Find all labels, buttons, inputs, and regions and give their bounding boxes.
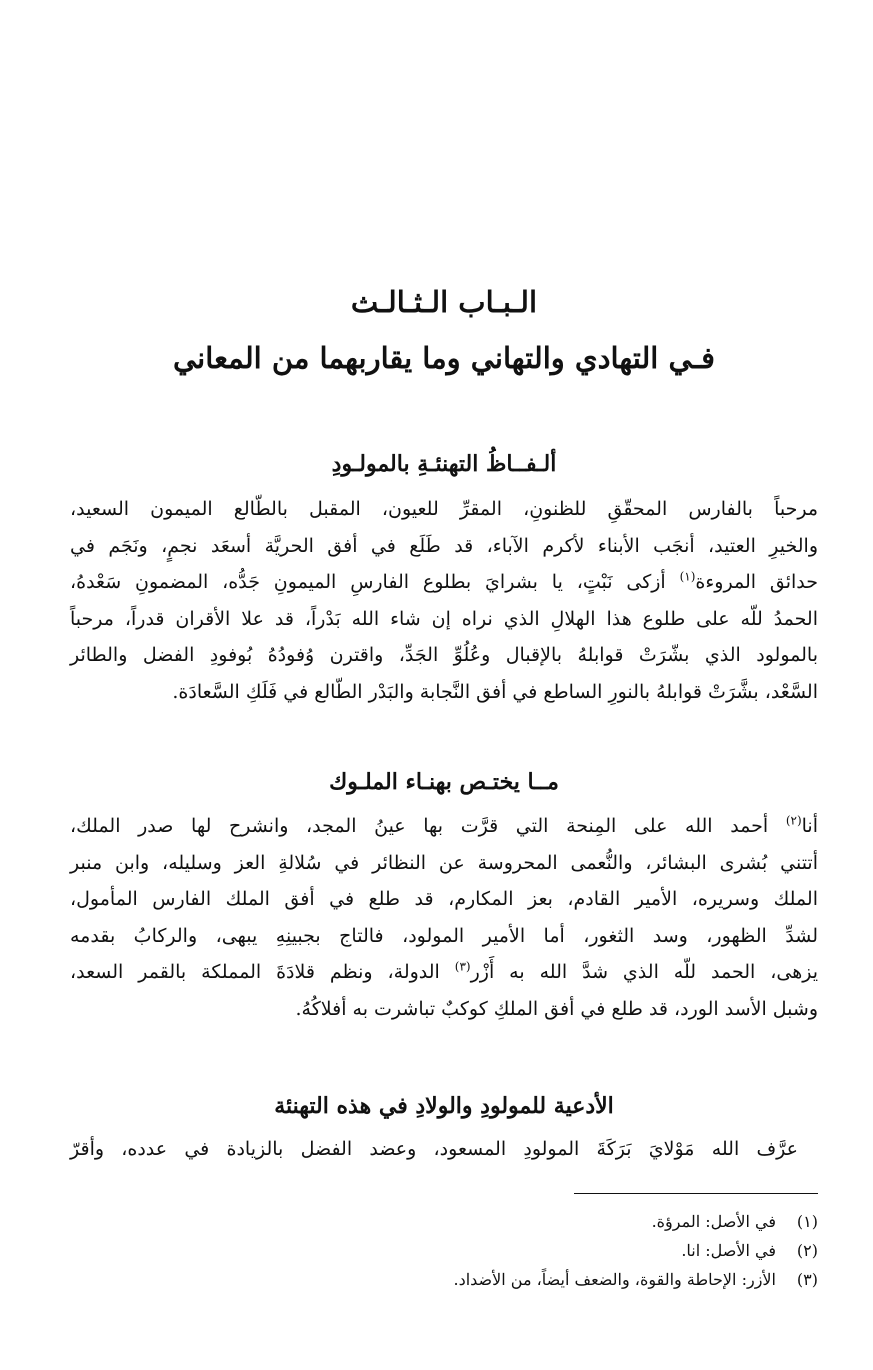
paragraph-line: لشدِّ الظهور، وسد الثغور، أما الأمير المولود، فالتاج بجبينِهِ يبهى، والركابُ بقدمه [70,924,818,947]
footnote-text: الأزر: الإحاطة والقوة، والضعف أيضاً، من الأضداد. [453,1270,776,1289]
paragraph-line [70,564,818,601]
paragraph-line: السَّعْد، بشَّرَتْ قوابلهُ بالنورِ الساطع في أفق النَّجابة والبَدْر الطّالع في فَلَكِ السَّعادَة. [172,680,818,703]
section-heading-royal-congratulations: مــا يختـص بهنـاء الملـوك [329,769,559,795]
footnote-item [70,1265,818,1294]
footnote-item [70,1236,818,1265]
section-paragraph-prayers [70,1131,818,1168]
footnote-number: (٢) [796,1241,818,1260]
paragraph-line-segment: أزكى نَبْتٍ، يا بشرايَ بطلوع الفارسِ الميمونِ جَدُّه، المضمونِ سَعْدهُ، [70,571,680,593]
paragraph-line [70,808,818,845]
footnote-marker: (٣) [454,959,471,974]
section-heading-newborn-congratulations: ألـفــاظُ التهنئـةِ بالمولـودِ [331,451,557,477]
footnote-number: (٣) [796,1270,818,1289]
footnote-divider [574,1193,818,1194]
paragraph-line-segment: الدولة، ونظم قلادَةَ المملكة بالقمر السعد، [70,961,455,983]
section-paragraph-royal-congratulations [70,808,818,1027]
footnote-marker: (١) [679,569,696,584]
chapter-title: الـبـاب الـثـالـث [350,285,538,319]
paragraph-line: مرحباً بالفارس المحقّقِ للظنونِ، المقرِّ للعيون، المقبل بالطّالع الميمون السعيد، [70,498,818,520]
paragraph-line-segment: يزهى، الحمد للّه الذي شدَّ الله به أَزْر [470,961,818,983]
footnote-item [70,1207,818,1236]
footnote-number: (١) [796,1212,818,1231]
paragraph-line-segment: حدائق المروءة [695,571,818,593]
paragraph-line: وشبل الأسد الورد، قد طلع في أفق الملكِ كوكبٌ تباشرت به أفلاكُهُ. [295,997,818,1020]
paragraph-line-segment: أنا [801,815,818,837]
footnote-marker: (٢) [785,813,802,828]
paragraph-line: الحمدُ للّه على طلوع هذا الهلالِ الذي نراه إن شاء الله بَدْراً، قد علا الأقران قدراً، مرحباً [70,607,818,630]
paragraph-line: أتتني بُشرى البشائر، والنُّعمى المحروسة عن النظائر في سُلالةِ العز وسليله، وابن منبر [70,851,818,874]
paragraph-line-segment: أحمد الله على المِنحة التي قرَّت بها عينُ المجد، وانشرح لها صدر الملك، [70,815,786,837]
chapter-subtitle: فـي التهادي والتهاني وما يقاربهما من المعاني [173,341,715,375]
section-heading-prayers: الأدعية للمولودِ والولادِ في هذه التهنئة [274,1093,614,1119]
section-paragraph-newborn-congratulations [70,491,818,710]
book-page [70,0,818,1370]
paragraph-line: بالمولود الذي بشّرَتْ قوابلهُ بالإقبال وعُلُوِّ الجَدِّ، واقترن وُفودُهُ بُوفودِ الفضل والطائر [70,644,818,666]
paragraph-line [70,954,818,991]
footnotes [70,1207,818,1294]
footnote-text: في الأصل: انا. [681,1241,776,1260]
paragraph-line: عرَّف الله مَوْلايَ بَرَكَةَ المولودِ المسعود، وعضد الفضل بالزيادة في عدده، وأقرّ [70,1138,798,1160]
paragraph-line: الملك وسريره، الأمير القادم، بعز المكارم، قد طلع في أفق الملك الفارس المأمول، [70,888,818,910]
paragraph-line: والخيرِ العتيد، أنجَب الأبناء لأكرم الآباء، قد طَلَع في أفق الحريَّة أسعَد نجمٍ، ونَجَم في [70,534,818,557]
footnote-text: في الأصل: المرؤة. [651,1212,776,1231]
